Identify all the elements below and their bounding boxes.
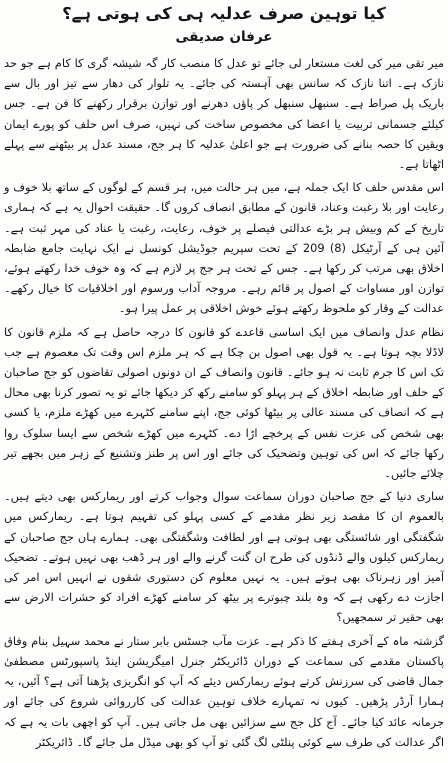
paragraph: ساری دنیا کے جج صاحبان دوران سماعت سوال وجواب کرتے اور ریمارکس بھی دیتے ہیں۔ بالعموم ان کا مقصد زیر نظر مقدمے کے کسی پہلو کی تفہیم ہوتا ہے۔ ریمارکس میں شگفتگی اور شائستگی بھی ہوتی ہے اور لطافت وشگفتگی بھی۔ ہمارے ہاں جج صاحبان کے ریمارکس کیلوں والے ڈنڈوں کی طرح ان گنت گرنے والے اور ہر ڈھب بھی نہیں ہوتے۔ تضحیک آمیز اور زہرناک بھی ہوتے ہیں۔ یہ نہیں معلوم کن دستوری شقوں نے انہیں اس امر کی اجازت دے رکھی ہے کہ وہ بلند چبوترے پر بیٹھ کر سامنے کھڑے افراد کو حشرات الارض سے بھی حقیر تر سمجھیں؟ <box>4 489 444 625</box>
headline: کیا توہین صرف عدلیہ ہی کی ہوتی ہے؟ <box>62 4 386 23</box>
paragraph: اس مقدس حلف کا ایک جملہ ہے، میں ہر حالت میں، ہر قسم کے لوگوں کے ساتھ بلا خوف و رعایت اور بلا رغبت وعناد، قانون کے مطابق انصاف کروں گا۔ حقیقت احوال یہ ہے کہ ہماری تاریخ کے کم وبیش ہر بڑے عدالتی فیصلے پر خوف، رعایت، رغبت یا عناد کی مہر ثبت ہے۔ آئین ہی کے آرٹیکل (8) 209 کے تحت سپریم جوڈیشل کونسل نے ایک نہایت جامع ضابطہ اخلاق بھی مرتب کر رکھا ہے۔ جس کے تحت ہر جج پر لازم ہے کہ وہ خوف خدا رکھتے ہوئے، توازن اور مساوات کے اصول پر قائم رہے۔ مروجہ آداب ورسوم اور اخلاقیات کا خیال رکھے۔ عدالت کے وقار کو ملحوظ رکھتے ہوئے خوش اخلاقی پر عمل پیرا ہو۔ <box>4 180 444 316</box>
paragraph: گزشتہ ماہ کے آخری ہفتے کا ذکر ہے۔ عزت مآب جسٹس بابر ستار نے محمد سہیل بنام وفاق پاکستان مقدمے کی سماعت کے دوران ڈائریکٹر جنرل امیگریشن اینڈ پاسپورٹس مصطفیٰ جمال قاضی کی سرزنش کرتے ہوئے ریمارکس دیئے کہ آپ کو انگریزی پڑھنا آتی ہے؟ آئیں، یہ ہمارا آرڈر پڑھیں۔ کیوں نہ تمہارے خلاف توہین عدالت کی کارروائی شروع کی جائے اور جرمانہ عائد کیا جائے۔ آج کل جج سے سزائیں بھی مل جاتی ہیں۔ آپ کو اچھی بات یہ ہے کہ اگر عدالت کی طرف سے کوئی پنلٹی لگ گئی تو آپ کو بھی میڈل مل جائے گا۔ ڈائریکٹر <box>4 633 444 749</box>
paragraph: نظام عدل وانصاف میں ایک اساسی قاعدے کو قانون کا درجہ حاصل ہے کہ ملزم قانون کا لاڈلا بچہ ہوتا ہے۔ یہ قول بھی اصول بن چکا ہے کہ ہر ملزم اس وقت تک معصوم ہے جب تک اس کا جرم ثابت نہ ہو جائے۔ قانون وانصاف کے ان دونوں اصولی تقاضوں کو جج صاحبان کے حلف اور ضابطہ اخلاق کے ہر پہلو کو سامنے رکھ کر دیکھا جائے تو یہ تصور کرنا بھی محال ہے کہ انصاف کی مسند عالی پر بیٹھا کوئی جج، اپنے سامنے کٹہرے میں کھڑے ملزم، یا کسی بھی شخص کی عزت نفس کے پرخچے اڑا دے۔ کٹہرے میں کھڑے شخص سے ایسا سلوک روا رکھا جائے کہ اس کی توہین وتضحیک کی جائے اور اس پر طنز وتشنیع کے زہر میں بجھے تیر چلائے جائیں۔ <box>4 324 444 481</box>
paragraph: میر تقی میر کی لغت مستعار لی جائے تو عدل کا منصب کار گہ شیشہ گری کا کام ہے جو حد نازک ہے۔ اتنا نازک کہ سانس بھی آہستہ کی جائے۔ یہ تلوار کی دھار سے تیز اور بال سے باریک پل صراط ہے۔ سنبھل سنبھل کر پاؤں دھرنے اور توازن برقرار رکھنے کا فن ہے۔ جس کیلئے جسمانی تربیت یا اعضا کی مخصوص ساخت کی نہیں، صرف اس حلف کو پورے ایمان ویقین کا حصہ بنانے کی ضرورت ہے جو اعلیٰ عدلیہ کا ہر جج، مسند عدل پر بیٹھنے سے پہلے اٹھاتا ہے۔ <box>4 56 444 172</box>
author-byline: عرفان صدیقی <box>175 29 273 45</box>
